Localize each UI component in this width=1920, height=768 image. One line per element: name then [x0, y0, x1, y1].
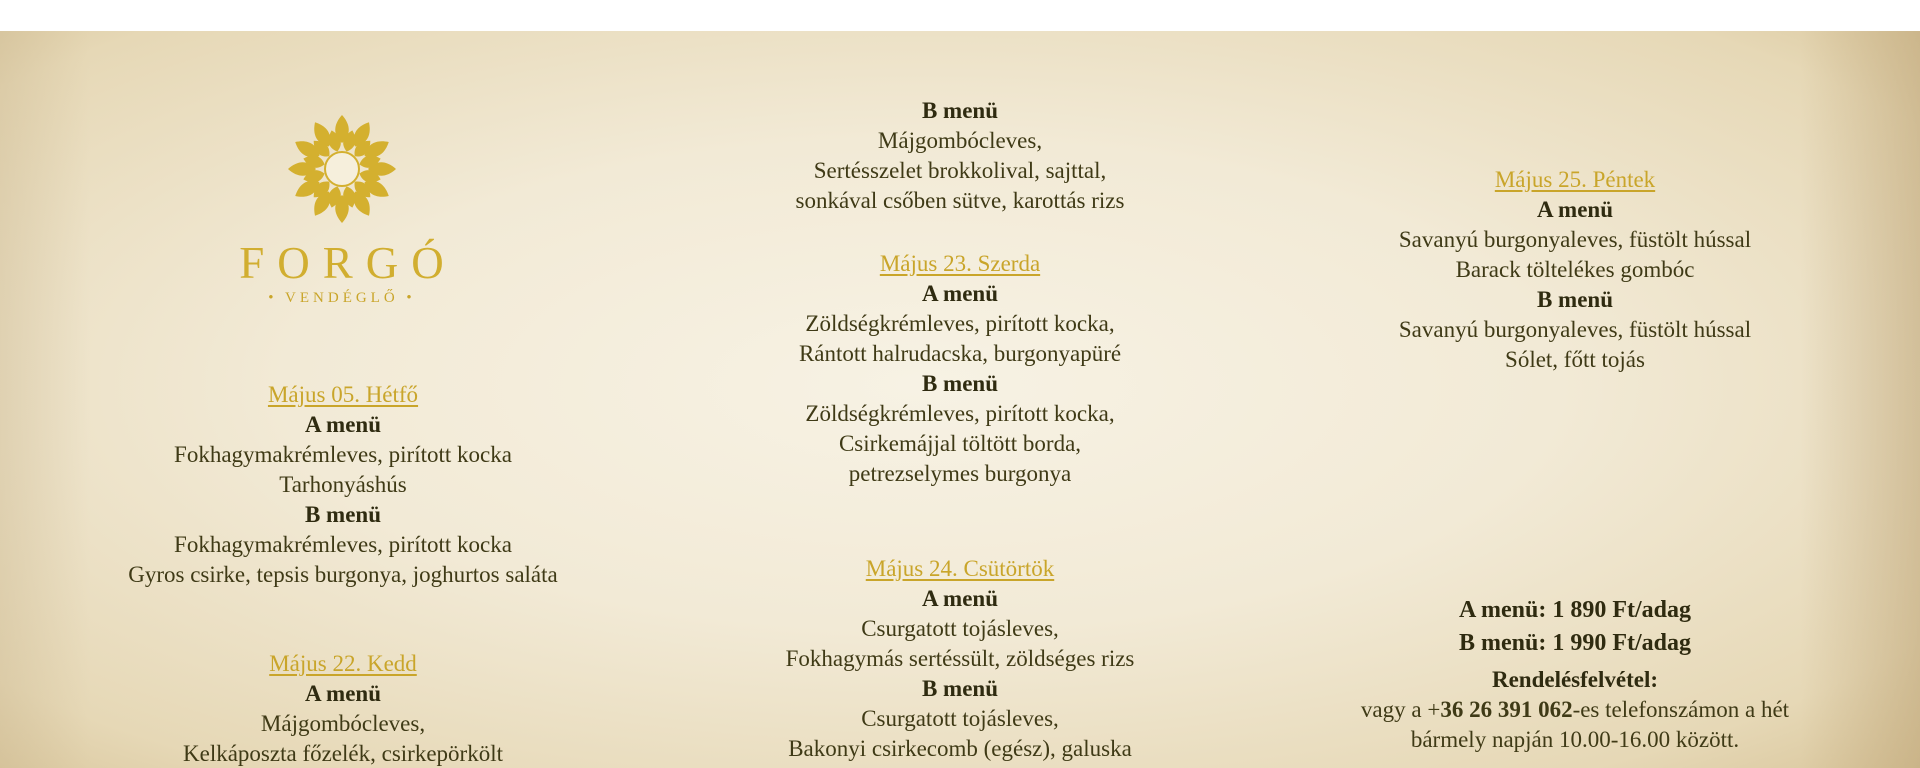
menu-line: Fokhagymakrémleves, pirított kocka: [174, 532, 512, 557]
menu-b-label: B menü: [921, 371, 999, 396]
order-post: -es telefonszámon a hét: [1572, 697, 1790, 722]
price-and-order-info: [1290, 594, 1860, 755]
menu-line: petrezselymes burgonya: [848, 461, 1072, 486]
logo-subtitle: • VENDÉGLŐ •: [268, 290, 416, 306]
day-title-mon: Május 05. Hétfő: [267, 382, 419, 407]
menu-b-label: B menü: [921, 676, 999, 701]
column-middle: [680, 96, 1240, 216]
lotus-icon: [286, 113, 398, 225]
menu-b-label: B menü: [304, 502, 382, 527]
menu-line: Savanyú burgonyaleves, füstölt hússal: [1398, 227, 1752, 252]
menu-a-label: A menü: [921, 586, 999, 611]
day-title-thu: Május 24. Csütörtök: [865, 556, 1055, 581]
menu-line: Májgombócleves,: [260, 711, 426, 736]
menu-line: Kelkáposzta főzelék, csirkepörkölt: [183, 741, 503, 766]
menu-line: Fokhagymás sertéssült, zöldséges rizs: [785, 646, 1135, 671]
menu-line: Csurgatott tojásleves,: [861, 616, 1059, 641]
menu-line: Zöldségkrémleves, pirított kocka,: [805, 311, 1115, 336]
menu-line: Sertésszelet brokkolival, sajttal,: [813, 158, 1107, 183]
column-left-lower: [60, 649, 626, 768]
menu-line: Bakonyi csirkecomb (egész), galuska: [788, 736, 1132, 761]
menu-line: Fokhagymakrémleves, pirított kocka: [174, 442, 512, 467]
menu-a-label: A menü: [304, 681, 382, 706]
order-pre: vagy a +: [1360, 697, 1441, 722]
menu-b-label: B menü: [921, 98, 999, 123]
menu-line: Sólet, főtt tojás: [1505, 347, 1645, 372]
menu-line: Zöldségkrémleves, pirított kocka,: [805, 401, 1115, 426]
order-title: Rendelésfelvétel:: [1491, 667, 1659, 692]
menu-a-label: A menü: [921, 281, 999, 306]
menu-line: Csirkemájjal töltött borda,: [838, 431, 1082, 456]
menu-line: Tarhonyáshús: [279, 472, 407, 497]
column-middle-thu: [680, 554, 1240, 764]
column-right: [1290, 165, 1860, 375]
menu-line: Csurgatott tojásleves,: [861, 706, 1059, 731]
menu-a-label: A menü: [1536, 197, 1614, 222]
menu-line: Barack töltelékes gombóc: [1455, 257, 1695, 282]
menu-paper: [0, 31, 1920, 768]
day-title-tue: Május 22. Kedd: [269, 651, 417, 676]
price-a: A menü: 1 890 Ft/adag: [1458, 597, 1691, 623]
restaurant-logo: [222, 113, 462, 307]
menu-line: Savanyú burgonyaleves, füstölt hússal: [1398, 317, 1752, 342]
phone-number: 36 26 391 062: [1440, 697, 1573, 722]
menu-line: Májgombócleves,: [877, 128, 1043, 153]
menu-line: sonkával csőben sütve, karottás rizs: [795, 188, 1125, 213]
order-line-1: [1290, 695, 1860, 725]
column-left: [60, 380, 626, 590]
price-b: B menü: 1 990 Ft/adag: [1458, 630, 1691, 656]
order-line-2: bármely napján 10.00-16.00 között.: [1410, 727, 1740, 752]
menu-line: Rántott halrudacska, burgonyapüré: [798, 341, 1122, 366]
menu-b-label: B menü: [1536, 287, 1614, 312]
day-title-fri: Május 25. Péntek: [1494, 167, 1656, 192]
column-middle-wed: [680, 249, 1240, 489]
day-title-wed: Május 23. Szerda: [879, 251, 1041, 276]
logo-name: FORGÓ: [239, 238, 457, 288]
menu-a-label: A menü: [304, 412, 382, 437]
menu-line: Gyros csirke, tepsis burgonya, joghurtos saláta: [128, 562, 558, 587]
